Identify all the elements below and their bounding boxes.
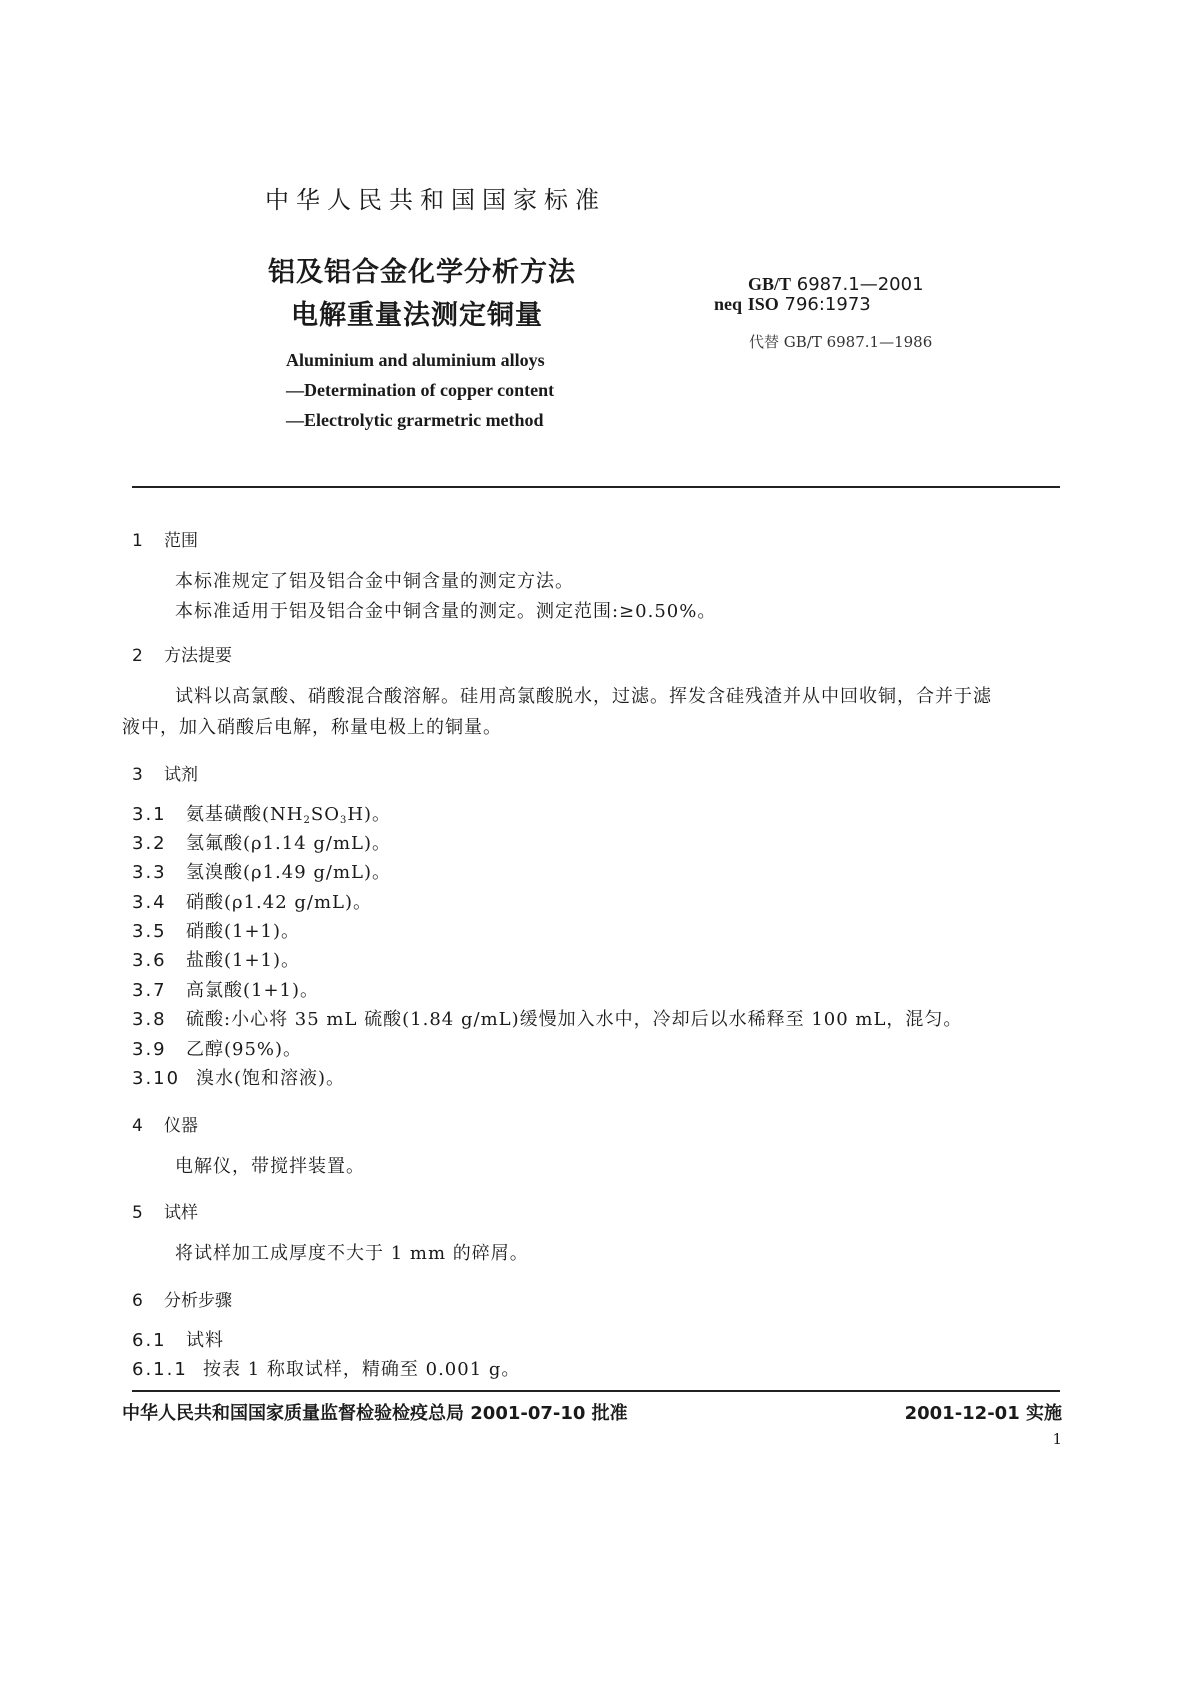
item-number: 3.5 <box>132 921 167 942</box>
section-title: 试剂 <box>164 765 198 785</box>
section-number: 6 <box>132 1291 143 1311</box>
item-number: 6.1 <box>132 1330 167 1351</box>
replaces-standard: 代替 GB/T 6987.1—1986 <box>749 333 933 351</box>
reagent-item <box>132 1035 302 1061</box>
reagent-item <box>132 946 300 972</box>
section-title: 方法提要 <box>164 646 232 666</box>
reagent-item <box>132 976 319 1002</box>
procedure-item <box>132 1326 224 1352</box>
item-number: 3.7 <box>132 980 167 1001</box>
reagent-item <box>132 1064 345 1090</box>
section-number: 4 <box>132 1116 143 1136</box>
section-title: 分析步骤 <box>164 1291 232 1311</box>
item-text: 溴水(饱和溶液)。 <box>196 1068 346 1089</box>
equiv-prefix: neq <box>714 294 743 314</box>
section-5-para1: 将试样加工成厚度不大于 1 mm 的碎屑。 <box>175 1243 529 1264</box>
item-number: 3.8 <box>132 1009 167 1030</box>
item-text: 盐酸(1+1)。 <box>186 950 301 971</box>
section-number: 1 <box>132 531 143 551</box>
footer-divider <box>132 1390 1060 1392</box>
section-number: 3 <box>132 765 143 785</box>
item-text: 硝酸(1+1)。 <box>186 921 301 942</box>
section-2-heading <box>132 641 232 666</box>
item-text-pre: 氨基磺酸(NH <box>186 804 304 825</box>
item-text: 氢氟酸(ρ1.14 g/mL)。 <box>186 833 392 854</box>
section-1-heading <box>132 526 198 551</box>
reagent-item <box>132 1005 962 1031</box>
section-title: 试样 <box>164 1203 198 1223</box>
section-4-heading <box>132 1111 198 1136</box>
standard-code <box>748 274 924 295</box>
item-number: 3.3 <box>132 862 167 883</box>
section-5-heading <box>132 1198 198 1223</box>
section-title: 仪器 <box>164 1116 198 1136</box>
title-en-line3: —Electrolytic grarmetric method <box>286 410 544 430</box>
item-text: 硫酸:小心将 35 mL 硫酸(1.84 g/mL)缓慢加入水中，冷却后以水稀释至 100 mL，混匀。 <box>186 1009 963 1030</box>
section-1-para2: 本标准适用于铝及铝合金中铜含量的测定。测定范围:≥0.50%。 <box>175 601 717 622</box>
procedure-item <box>132 1355 520 1381</box>
section-title: 范围 <box>164 531 198 551</box>
section-2-para1: 试料以高氯酸、硝酸混合酸溶解。硅用高氯酸脱水，过滤。挥发含硅残渣并从中回收铜，合并于滤 <box>175 686 992 707</box>
item-number: 6.1.1 <box>132 1359 188 1380</box>
item-text-mid: SO <box>310 804 340 825</box>
page-number: 1 <box>1052 1430 1062 1448</box>
reagent-item <box>132 917 300 943</box>
title-cn-line2: 电解重量法测定铜量 <box>291 300 543 331</box>
subscript: 2 <box>303 815 311 826</box>
section-4-para1: 电解仪，带搅拌装置。 <box>175 1156 365 1177</box>
item-number: 3.4 <box>132 892 167 913</box>
effective-date: 2001-12-01 实施 <box>904 1403 1062 1424</box>
item-number: 3.10 <box>132 1068 181 1089</box>
equivalent-standard <box>714 294 871 315</box>
national-standard-label: 中华人民共和国国家标准 <box>265 186 606 214</box>
title-en-line1: Aluminium and aluminium alloys <box>286 350 545 370</box>
code-number: 6987.1—2001 <box>796 274 924 295</box>
equiv-number: 796:1973 <box>784 294 871 315</box>
header-divider <box>132 486 1060 488</box>
reagent-item <box>132 800 391 826</box>
code-prefix: GB/T <box>748 274 792 294</box>
equiv-iso: ISO <box>747 294 779 314</box>
reagent-item <box>132 888 372 914</box>
section-3-heading <box>132 760 198 785</box>
item-number: 3.1 <box>132 804 167 825</box>
title-en-line2: —Determination of copper content <box>286 380 555 400</box>
item-text: 氢溴酸(ρ1.49 g/mL)。 <box>186 862 392 883</box>
item-number: 3.6 <box>132 950 167 971</box>
title-cn-line1: 铝及铝合金化学分析方法 <box>268 257 576 288</box>
section-6-heading <box>132 1286 232 1311</box>
item-number: 3.9 <box>132 1039 167 1060</box>
section-number: 5 <box>132 1203 143 1223</box>
item-text: 高氯酸(1+1)。 <box>186 980 320 1001</box>
item-text: 硝酸(ρ1.42 g/mL)。 <box>186 892 373 913</box>
section-number: 2 <box>132 646 143 666</box>
reagent-item <box>132 829 391 855</box>
item-text: 试料 <box>186 1330 224 1351</box>
item-number: 3.2 <box>132 833 167 854</box>
section-2-para2: 液中，加入硝酸后电解，称量电极上的铜量。 <box>122 717 502 738</box>
subscript: 3 <box>339 815 348 826</box>
item-text: 乙醇(95%)。 <box>186 1039 303 1060</box>
reagent-item <box>132 858 391 884</box>
item-text-post: H)。 <box>347 804 392 825</box>
item-text: 按表 1 称取试样，精确至 0.001 g。 <box>203 1359 521 1380</box>
section-1-para1: 本标准规定了铝及铝合金中铜含量的测定方法。 <box>175 571 574 592</box>
approval-info: 中华人民共和国国家质量监督检验检疫总局 2001-07-10 批准 <box>122 1403 628 1424</box>
